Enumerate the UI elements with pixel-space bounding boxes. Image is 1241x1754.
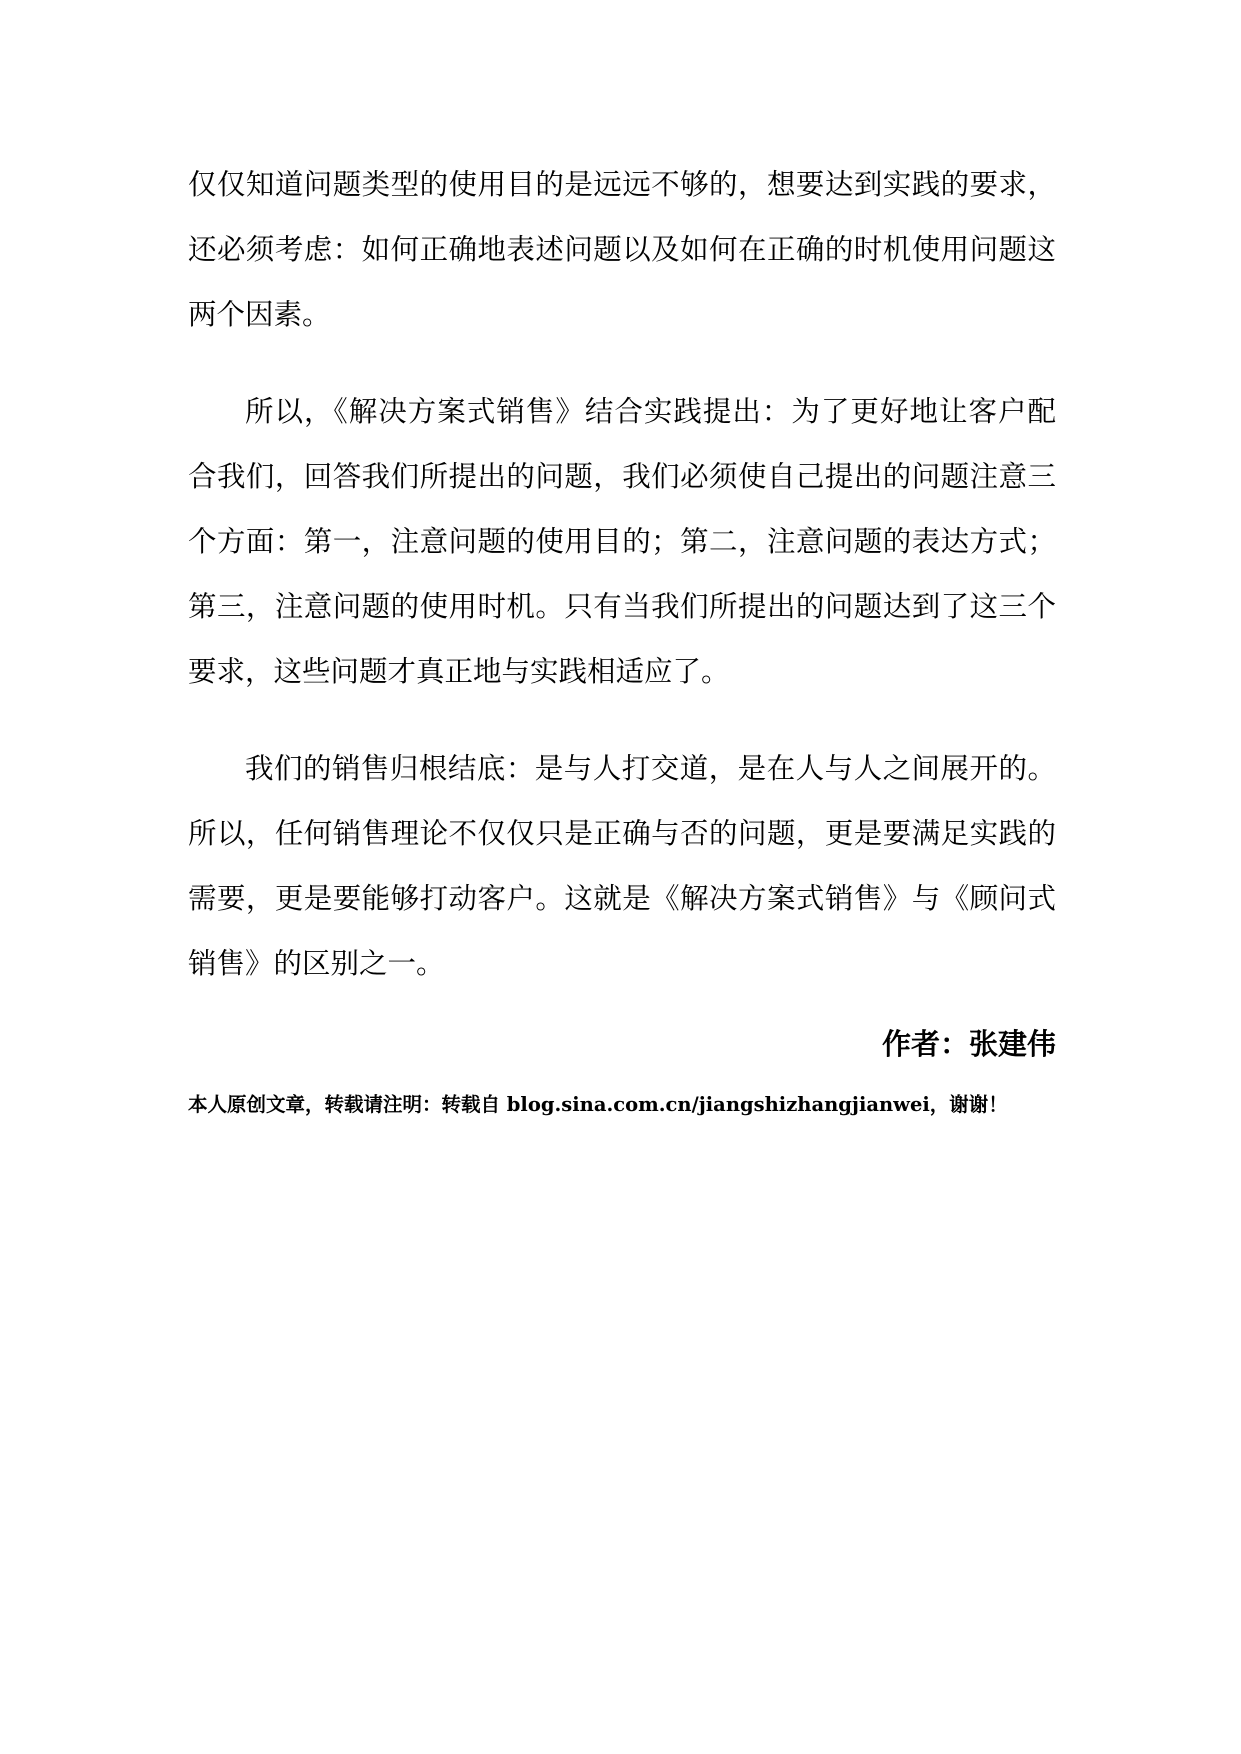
paragraph-1: 仅仅知道问题类型的使用目的是远远不够的，想要达到实践的要求，还必须考虑：如何正确地表述问题以及如何在正确的时机使用问题这两个因素。 (188, 168, 1056, 331)
copyright-note: 本人原创文章，转载请注明：转载自 blog.sina.com.cn/jiangshizhangjianwei，谢谢！ (188, 1093, 1008, 1116)
document-body (188, 152, 1056, 1120)
author-line: 作者：张建伟 (881, 1027, 1056, 1061)
paragraph-3: 我们的销售归根结底：是与人打交道，是在人与人之间展开的。所以，任何销售理论不仅仅只是正确与否的问题，更是要满足实践的需要，更是要能够打动客户。这就是《解决方案式销售》与《顾问式销售》的区别之一。 (188, 752, 1056, 980)
paragraph-2: 所以，《解决方案式销售》结合实践提出：为了更好地让客户配合我们，回答我们所提出的问题，我们必须使自己提出的问题注意三个方面：第一，注意问题的使用目的；第二，注意问题的表达方式；第三，注意问题的使用时机。只有当我们所提出的问题达到了这三个要求，这些问题才真正地与实践相适应了。 (188, 395, 1056, 688)
